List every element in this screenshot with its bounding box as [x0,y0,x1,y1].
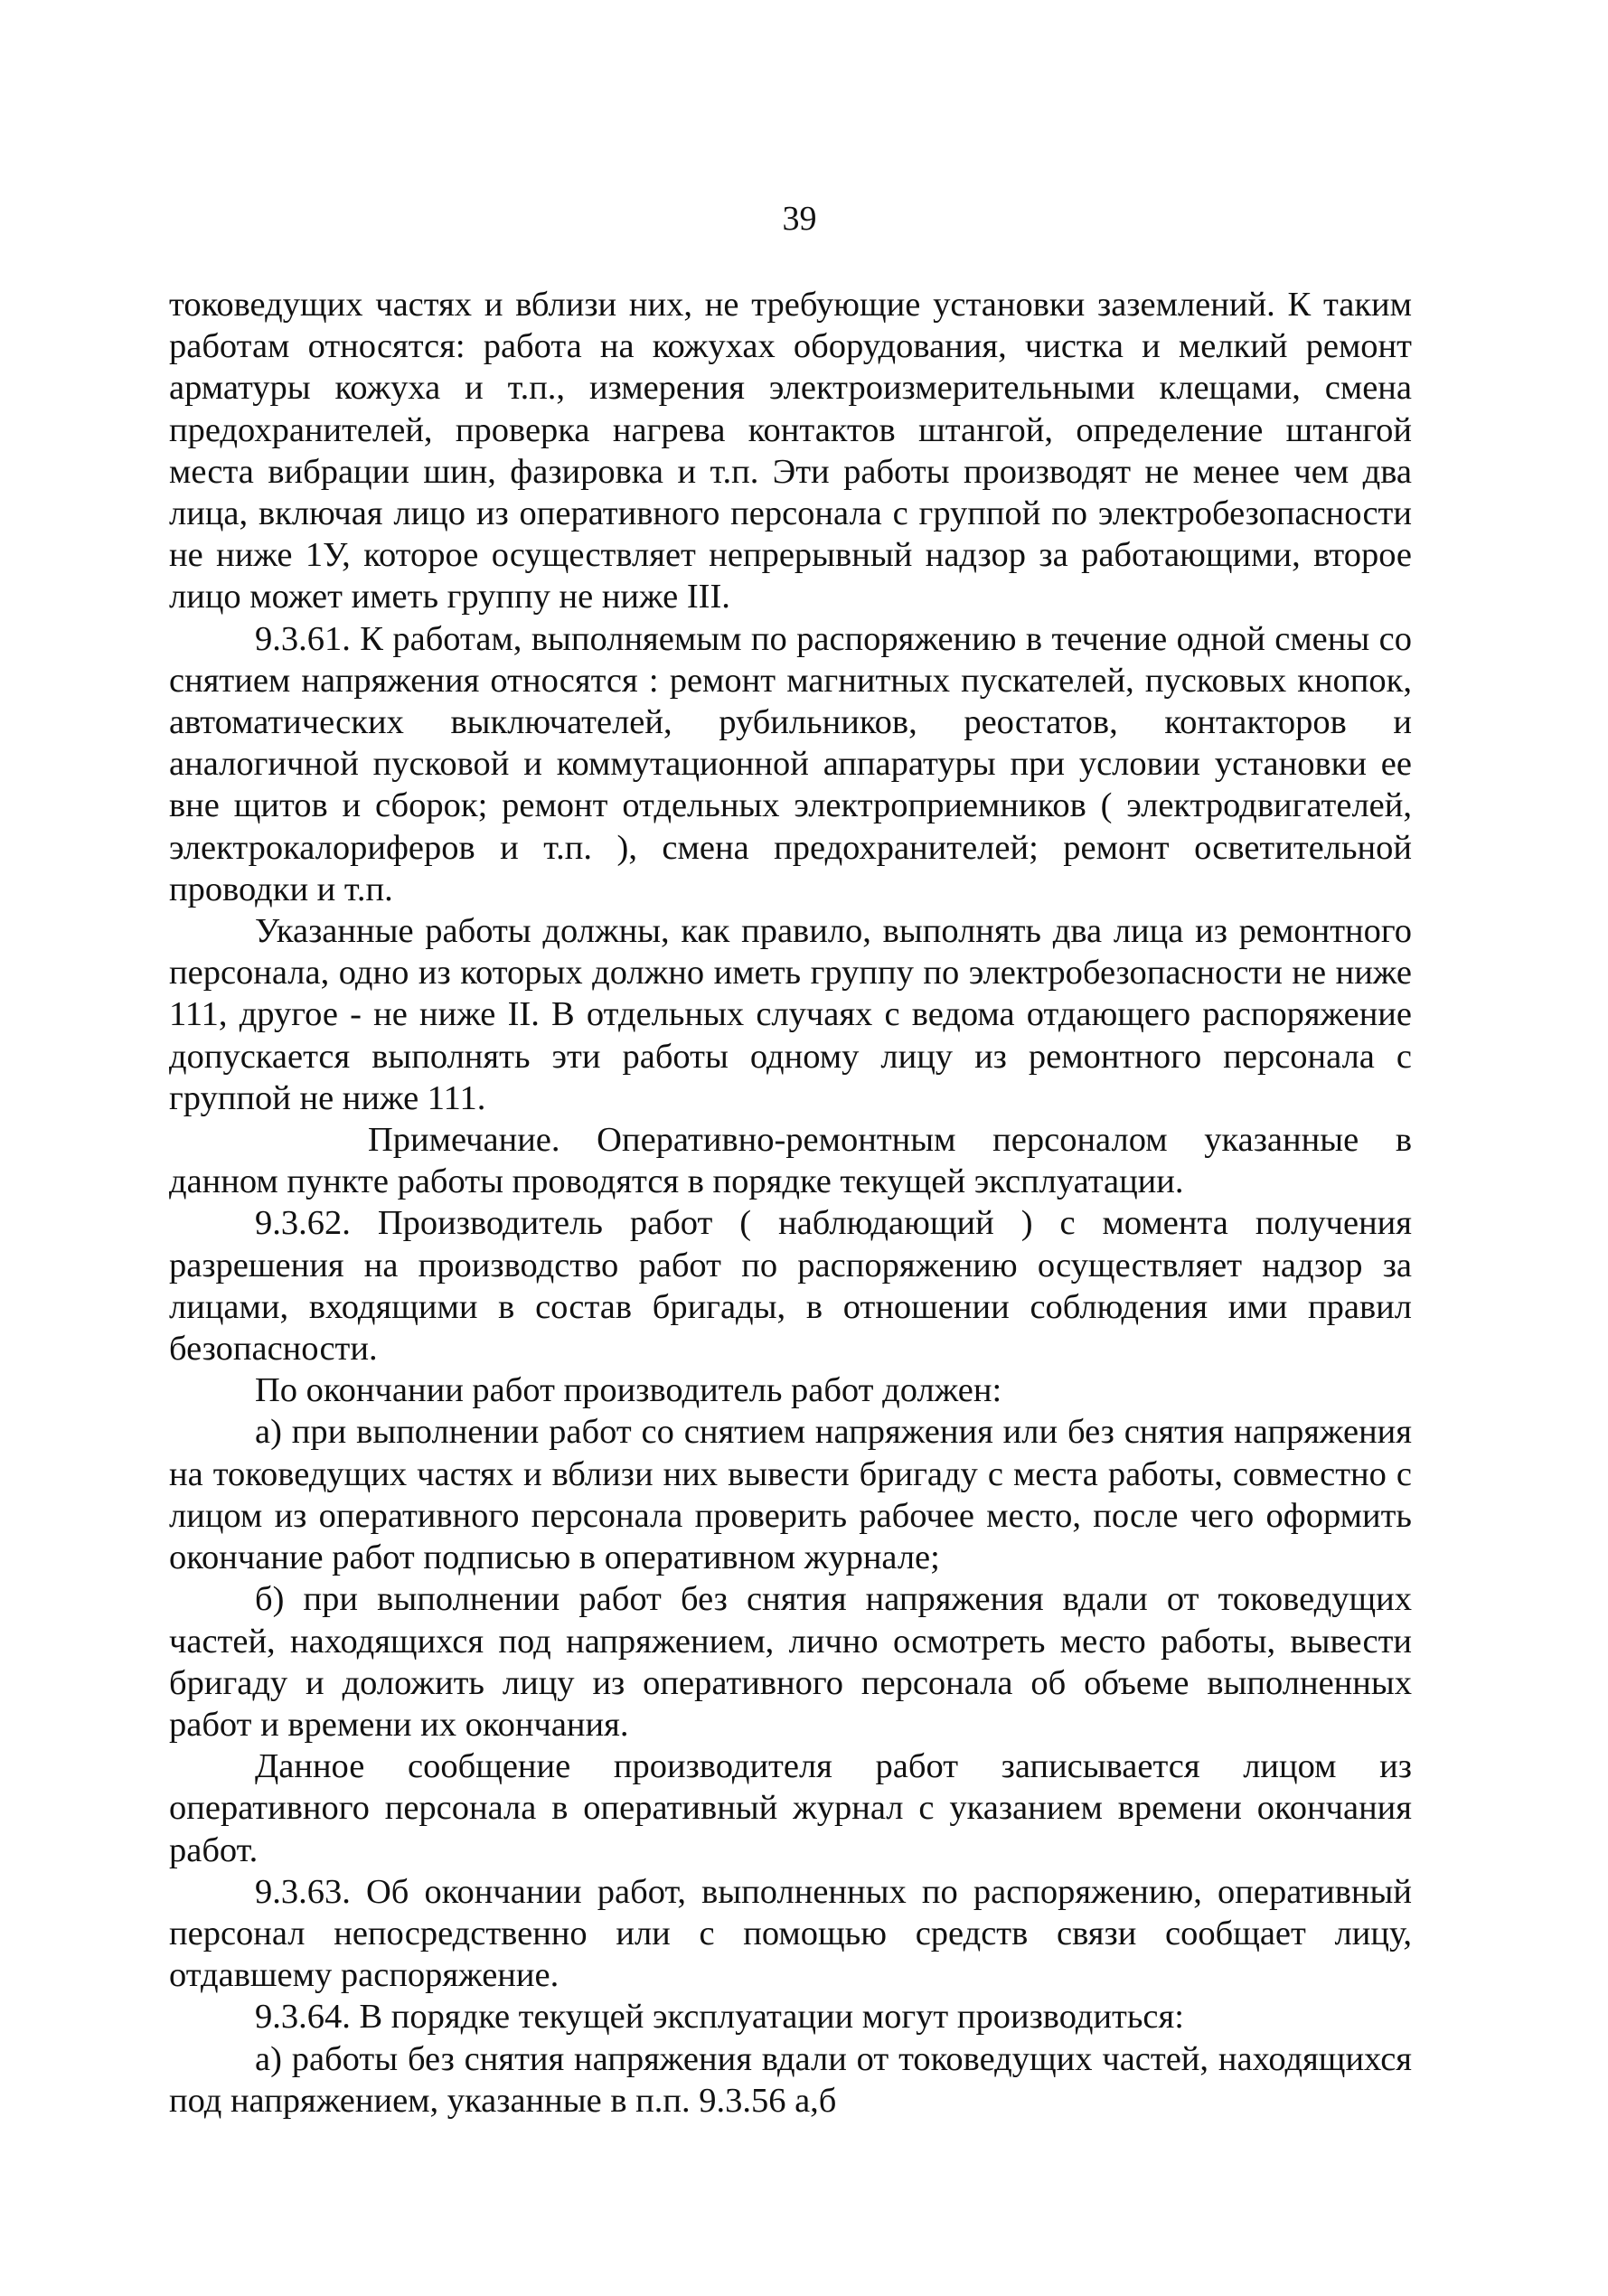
paragraph-message-record: Данное сообщение производителя работ записывается лицом из оперативного персонала в оперативный журнал с указанием времени окончания работ. [169,1747,1412,1869]
list-item-b: б) при выполнении работ без снятия напряжения вдали от токоведущих частей, находящихся под напряжением, лично осмотреть место работы, вывести бригаду и доложить лицу из оперативного персонала об объеме выполненных работ и времени их окончания. [169,1580,1412,1744]
paragraph-continuation: токоведущих частях и вблизи них, не требующие установки заземлений. К таким работам относятся: работа на кожухах оборудования, чистка и мелкий ремонт арматуры кожуха и т.п., измерения электроизмерительными клещами, смена предохранителей, проверка нагрева контактов штангой, определение штангой места вибрации шин, фазировка и т.п. Эти работы производят не менее чем два лица, включая лицо из оперативного персонала с группой по электробезопасности не ниже 1У, которое осуществляет непрерывный надзор за работающими, второе лицо может иметь группу не ниже III. [169,286,1412,616]
list-item-a: а) при выполнении работ со снятием напряжения или без снятия напряжения на токоведущих частях и вблизи них вывести бригаду с места работы, совместно с лицом из оперативного персонала проверить рабочее место, после чего оформить окончание работ подписью в оперативном журнале; [169,1413,1412,1577]
paragraph-9-3-63: 9.3.63. Об окончании работ, выполненных по распоряжению, оперативный персонал непосредственно или с помощью средств связи сообщает лицу, отдавшему распоряжение. [169,1872,1412,1995]
paragraph-completion-duties: По окончании работ производитель работ должен: [255,1371,1002,1410]
paragraph-repair-staff: Указанные работы должны, как правило, выполнять два лица из ремонтного персонала, одно из которых должно иметь группу по электробезопасности не ниже 111, другое - не ниже II. В отдельных случаях с ведома отдающего распоряжение допускается выполнять эти работы одному лицу из ремонтного персонала с группой не ниже 111. [169,912,1412,1117]
page-number: 39 [782,200,817,238]
paragraph-9-3-61: 9.3.61. К работам, выполняемым по распоряжению в течение одной смены со снятием напряжения относятся : ремонт магнитных пускателей, пусковых кнопок, автоматических выключателей, рубильников, реостатов, контакторов и аналогичной пусковой и коммутационной аппаратуры при условии установки ее вне щитов и сборок; ремонт отдельных электроприемников ( электродвигателей, электрокалориферов и т.п. ), смена предохранителей; ремонт осветительной проводки и т.п. [169,619,1412,908]
paragraph-9-3-62: 9.3.62. Производитель работ ( наблюдающий ) с момента получения разрешения на производство работ по распоряжению осуществляет надзор за лицами, входящими в состав бригады, в отношении соблюдения ими правил безопасности. [169,1204,1412,1369]
document-page [169,199,1412,2122]
paragraph-9-3-64: 9.3.64. В порядке текущей эксплуатации могут производиться: [255,1998,1184,2037]
paragraph-note: Примечание. Оперативно-ремонтным персоналом указанные в данном пункте работы проводятся в порядке текущей эксплуатации. [169,1121,1412,1201]
list-item-a-works: а) работы без снятия напряжения вдали от токоведущих частей, находящихся под напряжением, указанные в п.п. 9.3.56 а,б [169,2039,1412,2120]
document-body [169,284,1412,2122]
